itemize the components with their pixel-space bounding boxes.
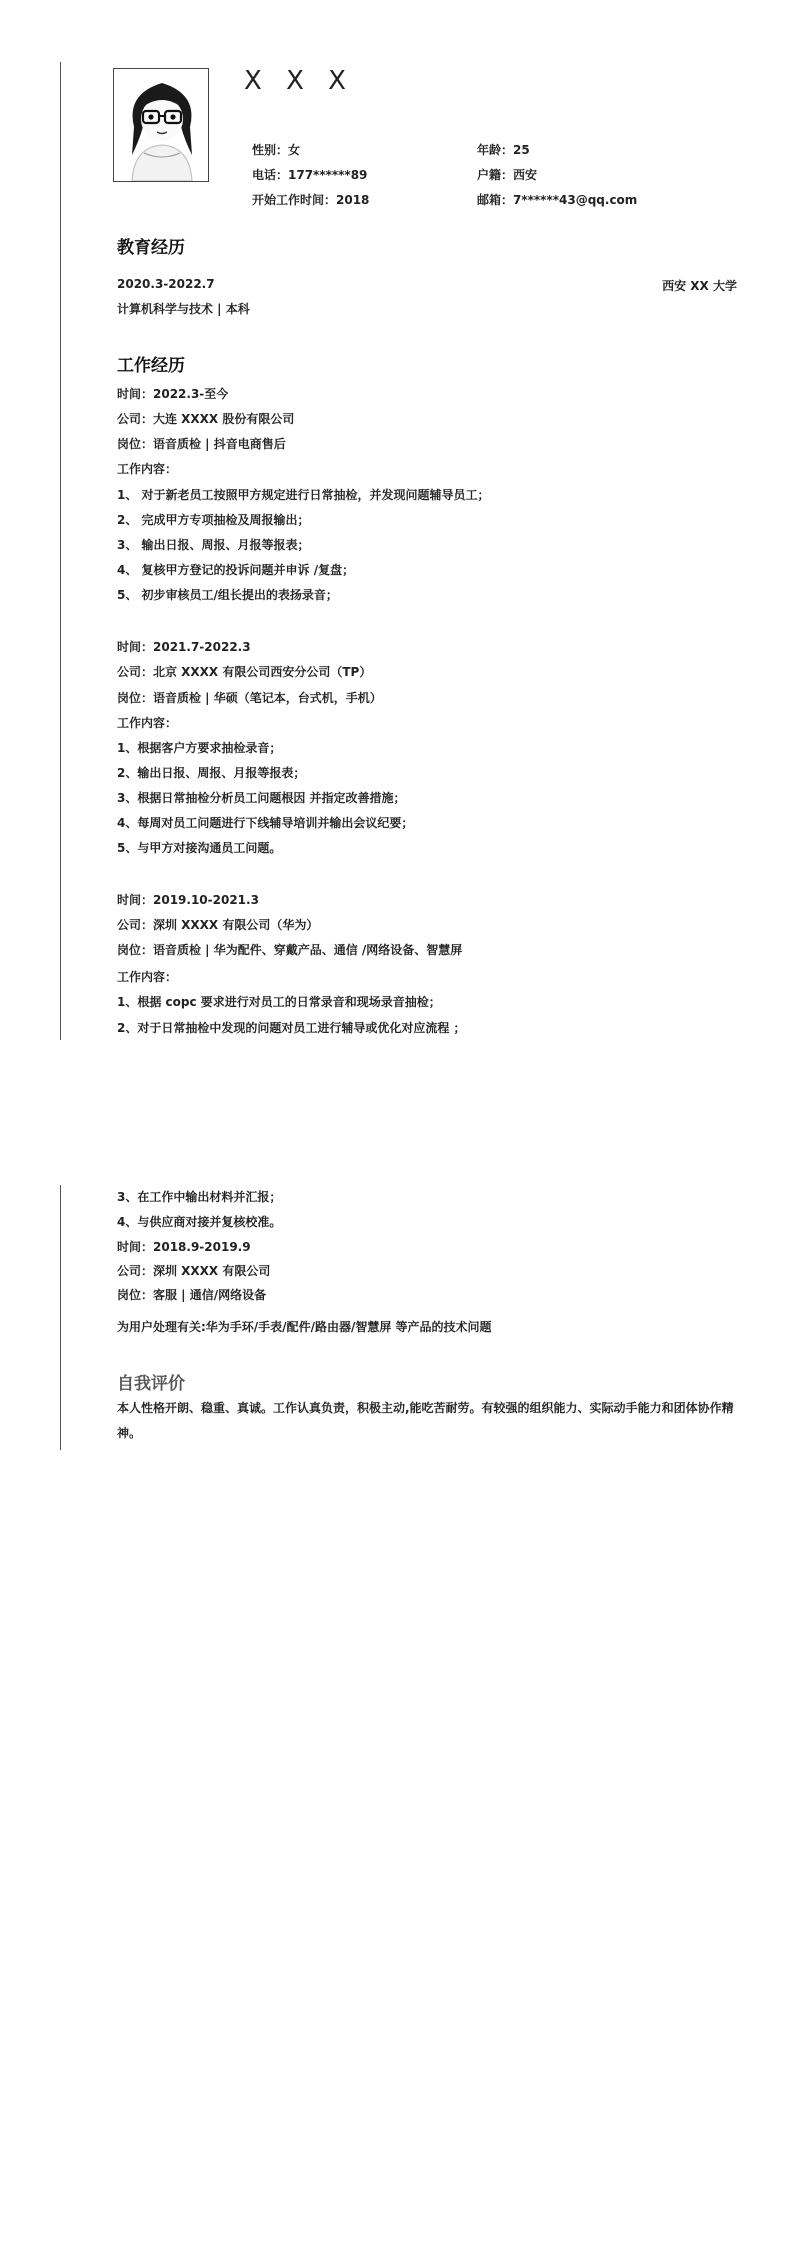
job-1-time: 时间：2022.3-至今 [117, 387, 229, 401]
job-4-time: 时间：2018.9-2019.9 [117, 1240, 251, 1254]
education-school: 西安 XX 大学 [662, 279, 737, 293]
job-2-item: 4、每周对员工问题进行下线辅导培训并输出会议纪要； [117, 816, 414, 830]
job-3-item: 4、与供应商对接并复核校准。 [117, 1215, 282, 1229]
job-4-note: 为用户处理有关:华为手环/手表/配件/路由器/智慧屏 等产品的技术问题 [117, 1320, 492, 1334]
phone-field: 电话：177******89 [252, 168, 368, 182]
job-1-position: 岗位：语音质检 | 抖音电商售后 [117, 437, 286, 451]
job-1-item: 4、 复核甲方登记的投诉问题并申诉 /复盘； [117, 563, 355, 577]
page-1-left-rule [60, 62, 61, 1040]
job-2-item: 1、根据客户方要求抽检录音； [117, 741, 282, 755]
job-4-position: 岗位：客服 | 通信/网络设备 [117, 1288, 267, 1302]
job-2-time: 时间：2021.7-2022.3 [117, 640, 251, 654]
avatar-illustration [114, 69, 209, 182]
email-field: 邮箱：7******43@qq.com [477, 193, 638, 207]
gender-field: 性别：女 [252, 143, 301, 157]
work-start-field: 开始工作时间：2018 [252, 193, 370, 207]
job-1-item: 5、 初步审核员工/组长提出的表扬录音； [117, 588, 338, 602]
self-evaluation-heading: 自我评价 [117, 1374, 185, 1394]
job-3-item: 2、对于日常抽检中发现的问题对员工进行辅导或优化对应流程 ； [117, 1021, 466, 1035]
job-1-item: 2、 完成甲方专项抽检及周报输出； [117, 513, 310, 527]
job-3-item: 3、在工作中输出材料并汇报； [117, 1190, 282, 1204]
job-1-item: 3、 输出日报、周报、月报等报表； [117, 538, 310, 552]
age-field: 年龄：25 [477, 143, 530, 157]
avatar [113, 68, 209, 182]
job-1-item: 1、 对于新老员工按照甲方规定进行日常抽检，并发现问题辅导员工； [117, 488, 490, 502]
work-heading: 工作经历 [117, 356, 185, 376]
job-2-item: 3、根据日常抽检分析员工问题根因 并指定改善措施； [117, 791, 406, 805]
hukou-field: 户籍：西安 [477, 168, 538, 182]
job-1-company: 公司：大连 XXXX 股份有限公司 [117, 412, 295, 426]
job-3-company: 公司：深圳 XXXX 有限公司（华为） [117, 918, 319, 932]
page-2-left-rule [60, 1185, 61, 1450]
job-3-item: 1、根据 copc 要求进行对员工的日常录音和现场录音抽检； [117, 995, 441, 1009]
job-2-position: 岗位：语音质检 | 华硕（笔记本，台式机，手机） [117, 691, 382, 705]
job-3-content-label: 工作内容： [117, 970, 178, 984]
job-3-time: 时间：2019.10-2021.3 [117, 893, 259, 907]
job-2-company: 公司：北京 XXXX 有限公司西安分公司（TP） [117, 665, 372, 679]
job-4-company: 公司：深圳 XXXX 有限公司 [117, 1264, 271, 1278]
job-2-item: 2、输出日报、周报、月报等报表； [117, 766, 306, 780]
education-heading: 教育经历 [117, 238, 185, 258]
person-name: X X X [244, 66, 354, 96]
job-2-content-label: 工作内容： [117, 716, 178, 730]
education-period: 2020.3-2022.7 [117, 277, 215, 291]
job-3-position: 岗位：语音质检 | 华为配件、穿戴产品、通信 /网络设备、智慧屏 [117, 943, 463, 957]
job-2-item: 5、与甲方对接沟通员工问题。 [117, 841, 282, 855]
job-1-content-label: 工作内容： [117, 462, 178, 476]
self-evaluation-text: 本人性格开朗、稳重、真诚。工作认真负责，积极主动,能吃苦耐劳。有较强的组织能力、实际动手能力和团体协作精神。 [117, 1401, 734, 1440]
education-major: 计算机科学与技术 | 本科 [117, 302, 250, 316]
